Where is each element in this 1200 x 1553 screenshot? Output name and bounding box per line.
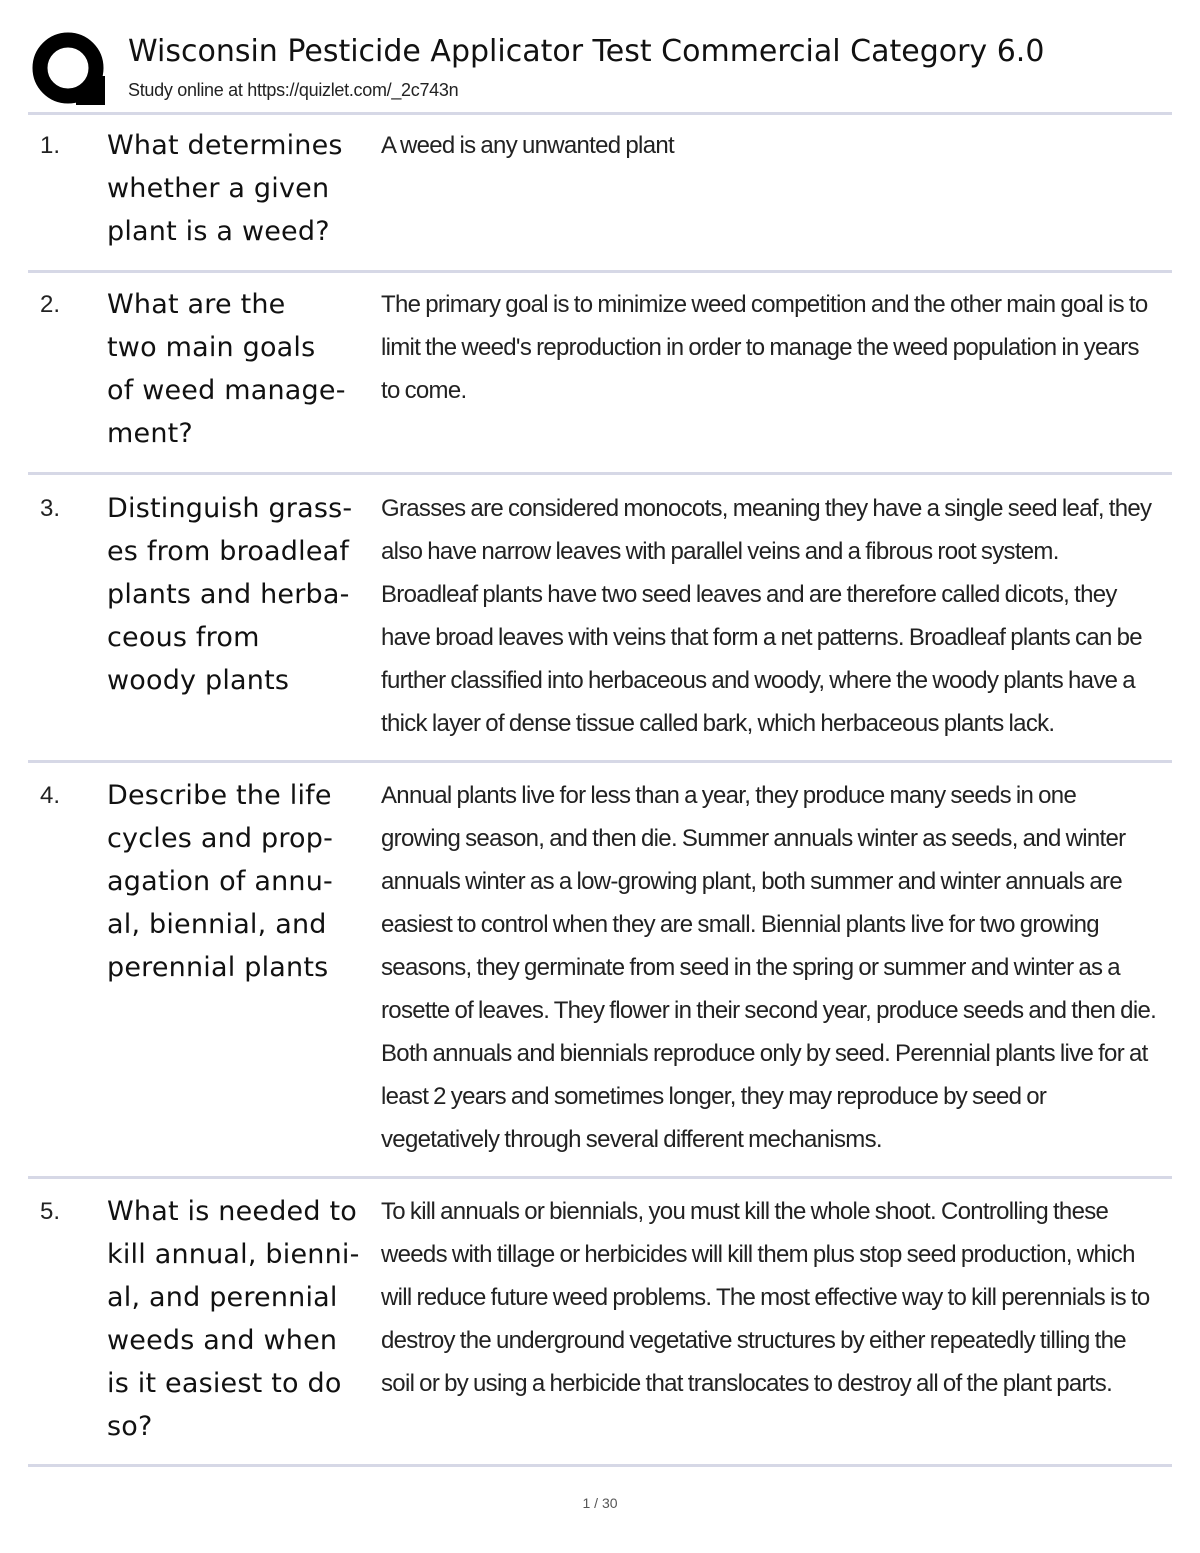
term-line: What are the — [107, 289, 286, 320]
quizlet-logo-icon — [32, 32, 106, 106]
card-definition: To kill annuals or biennials, you must kill the whole shoot. Controlling these weeds with tillage or herbicides will kill them plus stop seed production, which will reduce future weed problems. The most effective way to kill perennials is to destroy the underground vegetative structures by either repeatedly tilling the soil or by using a herbicide that translocates to destroy all of the plant parts. — [381, 1198, 1150, 1397]
card-term — [107, 1190, 382, 1448]
term-line: woody plants — [107, 665, 290, 696]
term-line: Distinguish grass- — [107, 493, 353, 524]
term-line: two main goals — [107, 332, 316, 363]
term-line: es from broadleaf — [107, 536, 350, 567]
card-number: 2. — [40, 291, 61, 318]
term-line: Describe the life — [107, 780, 332, 811]
term-line: ceous from — [107, 622, 260, 653]
card-divider — [28, 1176, 1172, 1179]
header-divider — [28, 112, 1172, 115]
term-line: agation of annu- — [107, 866, 333, 897]
term-line: ment? — [107, 418, 193, 449]
card-definition: Grasses are considered monocots, meaning they have a single seed leaf, they also have narrow leaves with parallel veins and a fibrous root system. Broadleaf plants have two seed leaves and are therefore called dicots, they have broad leaves with veins that form a net patterns. Broadleaf plants can be further classified into herbaceous and woody, where the woody plants have a thick layer of dense tissue called bark, which herbaceous plants lack. — [381, 495, 1152, 737]
card-term — [107, 124, 382, 253]
card-term — [107, 774, 382, 989]
term-line: weeds and when — [107, 1325, 338, 1356]
document-header — [28, 28, 1172, 112]
term-line: so? — [107, 1411, 153, 1442]
document-title: Wisconsin Pesticide Applicator Test Commercial Category 6.0 — [128, 34, 1045, 69]
card-number: 3. — [40, 495, 61, 522]
term-line: plants and herba- — [107, 579, 350, 610]
card-definition: The primary goal is to minimize weed competition and the other main goal is to limit the weed's reproduction in order to manage the weed population in years to come. — [381, 291, 1148, 404]
card-number: 1. — [40, 132, 61, 159]
study-online-link[interactable]: Study online at https://quizlet.com/_2c743n — [128, 80, 459, 100]
term-line: whether a given — [107, 173, 330, 204]
page-number: 1 / 30 — [582, 1495, 618, 1511]
term-line: is it easiest to do — [107, 1368, 342, 1399]
card-divider — [28, 472, 1172, 475]
term-line: al, biennial, and — [107, 909, 327, 940]
card-divider — [28, 1464, 1172, 1467]
card-divider — [28, 760, 1172, 763]
term-line: kill annual, bienni- — [107, 1239, 360, 1270]
card-definition: Annual plants live for less than a year, they produce many seeds in one growing season, and then die. Summer annuals winter as seeds, and winter annuals winter as a low-growing plant, both summer and winter annuals are easiest to control when they are small. Biennial plants live for two growing seasons, they germinate from seed in the spring or summer and winter as a rosette of leaves. They flower in their second year, produce seeds and then die. Both annuals and biennials reproduce only by seed. Perennial plants live for at least 2 years and sometimes longer, they may reproduce by seed or vegetatively through several different mechanisms. — [381, 782, 1157, 1153]
card-definition: A weed is any unwanted plant — [381, 132, 674, 159]
term-line: What is needed to — [107, 1196, 357, 1227]
term-line: of weed manage- — [107, 375, 346, 406]
term-line: cycles and prop- — [107, 823, 334, 854]
term-line: What determines — [107, 130, 343, 161]
card-number: 4. — [40, 782, 61, 809]
card-term — [107, 283, 382, 455]
term-line: perennial plants — [107, 952, 329, 983]
card-term — [107, 487, 382, 702]
card-number: 5. — [40, 1198, 61, 1225]
card-divider — [28, 270, 1172, 273]
term-line: plant is a weed? — [107, 216, 330, 247]
term-line: al, and perennial — [107, 1282, 338, 1313]
